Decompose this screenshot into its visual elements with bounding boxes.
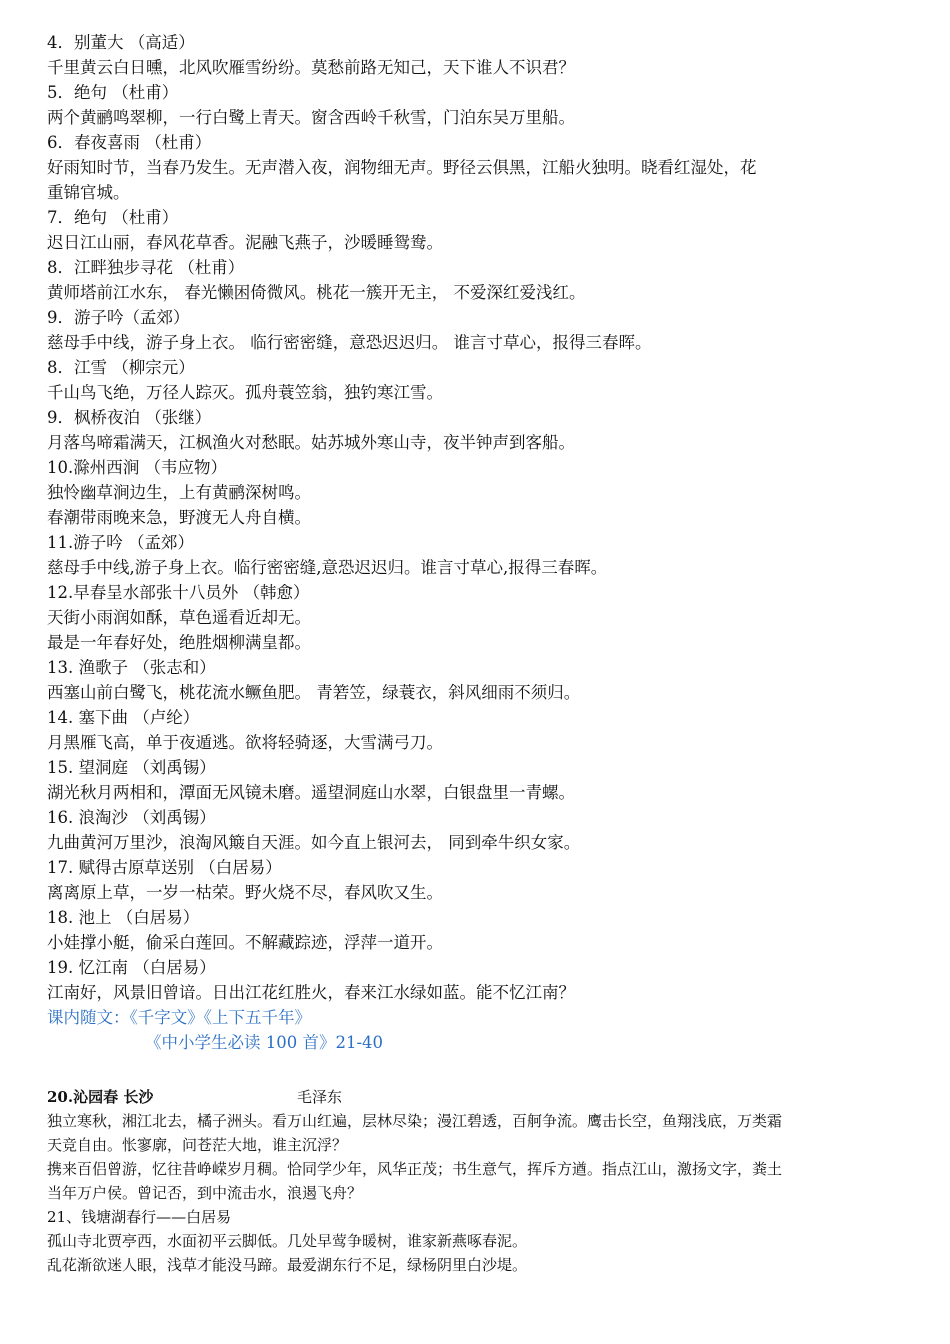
poem-7-title: 7．绝句 （杜甫） xyxy=(47,208,179,227)
poem-20-heading xyxy=(47,1085,907,1109)
poem-17-title: 17. 赋得古原草送别 （白居易） xyxy=(47,858,282,877)
reading-note-line-2: 《中小学生必读 100 首》21-40 xyxy=(145,1033,384,1052)
poem-list xyxy=(47,30,907,1005)
poem-18-title: 18. 池上 （白居易） xyxy=(47,908,200,927)
poem-11-title: 11.游子吟 （孟郊） xyxy=(47,533,194,552)
poem-4-text: 千里黄云白日曛，北风吹雁雪纷纷。莫愁前路无知己，天下谁人不识君？ xyxy=(47,58,575,77)
poem-fengqiao-text: 月落鸟啼霜满天，江枫渔火对愁眠。姑苏城外寒山寺，夜半钟声到客船。 xyxy=(47,433,575,452)
poem-12-text-1: 天街小雨润如酥，草色遥看近却无。 xyxy=(47,608,311,627)
poem-11-text: 慈母手中线,游子身上衣。临行密密缝,意恐迟迟归。谁言寸草心,报得三春晖。 xyxy=(47,558,608,577)
poem-14-title: 14. 塞下曲 （卢纶） xyxy=(47,708,200,727)
poem-9-title: 9．游子吟（孟郊） xyxy=(47,308,190,327)
poem-6-text: 好雨知时节，当春乃发生。无声潜入夜，润物细无声。野径云俱黑，江船火独明。晓看红湿处，花 xyxy=(47,158,757,177)
poem-20-line: 携来百侣曾游，忆往昔峥嵘岁月稠。恰同学少年，风华正茂；书生意气，挥斥方遒。指点江山，激扬文字，粪土 xyxy=(47,1160,783,1178)
poem-jiangxue-title: 8．江雪 （柳宗元） xyxy=(47,358,195,377)
poem-14-text: 月黑雁飞高，单于夜遁逃。欲将轻骑逐，大雪满弓刀。 xyxy=(47,733,443,752)
poem-15-text: 湖光秋月两相和，潭面无风镜未磨。遥望洞庭山水翠，白银盘里一青螺。 xyxy=(47,783,575,802)
reading-note xyxy=(47,1005,907,1055)
poem-20-author: 毛泽东 xyxy=(297,1088,343,1106)
poem-6-text-cont: 重锦官城。 xyxy=(47,183,130,202)
poem-20-title: 20.沁园春 长沙 xyxy=(47,1088,154,1106)
poem-20 xyxy=(47,1085,907,1205)
poem-13-title: 13. 渔歌子 （张志和） xyxy=(47,658,216,677)
poem-20-line: 独立寒秋，湘江北去，橘子洲头。看万山红遍，层林尽染；漫江碧透，百舸争流。鹰击长空，鱼翔浅底，万类霜 xyxy=(47,1112,783,1130)
poem-17-text: 离离原上草，一岁一枯荣。野火烧不尽，春风吹又生。 xyxy=(47,883,443,902)
poem-10-title: 10.滁州西涧 （韦应物） xyxy=(47,458,227,477)
poem-5-text: 两个黄鹂鸣翠柳，一行白鹭上青天。窗含西岭千秋雪，门泊东吴万里船。 xyxy=(47,108,575,127)
poem-12-title: 12.早春呈水部张十八员外 （韩愈） xyxy=(47,583,310,602)
poem-10-text-1: 独怜幽草涧边生，上有黄鹂深树鸣。 xyxy=(47,483,311,502)
poem-21-line: 乱花渐欲迷人眼，浅草才能没马蹄。最爱湖东行不足，绿杨阴里白沙堤。 xyxy=(47,1256,528,1274)
poem-16-title: 16. 浪淘沙 （刘禹锡） xyxy=(47,808,216,827)
poem-12-text-2: 最是一年春好处，绝胜烟柳满皇都。 xyxy=(47,633,311,652)
poem-16-text: 九曲黄河万里沙，浪淘风簸自天涯。如今直上银河去， 同到牵牛织女家。 xyxy=(47,833,581,852)
poem-19-text: 江南好，风景旧曾谙。日出江花红胜火，春来江水绿如蓝。能不忆江南？ xyxy=(47,983,575,1002)
poem-19-title: 19. 忆江南 （白居易） xyxy=(47,958,216,977)
poem-20-line: 天竞自由。怅寥廓，问苍茫大地，谁主沉浮？ xyxy=(47,1136,348,1154)
poem-21-line: 孤山寺北贾亭西，水面初平云脚低。几处早莺争暖树，谁家新燕啄春泥。 xyxy=(47,1232,528,1250)
poem-6-title: 6．春夜喜雨 （杜甫） xyxy=(47,133,212,152)
poem-5-title: 5．绝句 （杜甫） xyxy=(47,83,179,102)
poem-18-text: 小娃撑小艇，偷采白莲回。不解藏踪迹，浮萍一道开。 xyxy=(47,933,443,952)
poem-13-text: 西塞山前白鹭飞，桃花流水鳜鱼肥。 青箬笠，绿蓑衣，斜风细雨不须归。 xyxy=(47,683,581,702)
reading-note-line-1: 课内随文：《千字文》《上下五千年》 xyxy=(47,1008,311,1027)
poem-fengqiao-title: 9．枫桥夜泊 （张继） xyxy=(47,408,212,427)
poem-jiangxue-text: 千山鸟飞绝，万径人踪灭。孤舟蓑笠翁，独钓寒江雪。 xyxy=(47,383,443,402)
poem-9-text: 慈母手中线，游子身上衣。 临行密密缝，意恐迟迟归。 谁言寸草心，报得三春晖。 xyxy=(47,333,652,352)
poem-21-title: 21、钱塘湖春行——白居易 xyxy=(47,1208,232,1226)
poem-8-title: 8．江畔独步寻花 （杜甫） xyxy=(47,258,245,277)
poem-7-text: 迟日江山丽，春风花草香。泥融飞燕子，沙暖睡鸳鸯。 xyxy=(47,233,443,252)
section-gap xyxy=(47,1055,907,1085)
poem-8-text: 黄师塔前江水东， 春光懒困倚微风。桃花一簇开无主， 不爱深红爱浅红。 xyxy=(47,283,586,302)
document-page xyxy=(47,30,907,1277)
poem-21 xyxy=(47,1205,907,1277)
poem-15-title: 15. 望洞庭 （刘禹锡） xyxy=(47,758,216,777)
poem-4-title: 4．别董大 （高适） xyxy=(47,33,195,52)
poem-20-line: 当年万户侯。曾记否，到中流击水，浪遏飞舟？ xyxy=(47,1184,363,1202)
poem-10-text-2: 春潮带雨晚来急，野渡无人舟自横。 xyxy=(47,508,311,527)
